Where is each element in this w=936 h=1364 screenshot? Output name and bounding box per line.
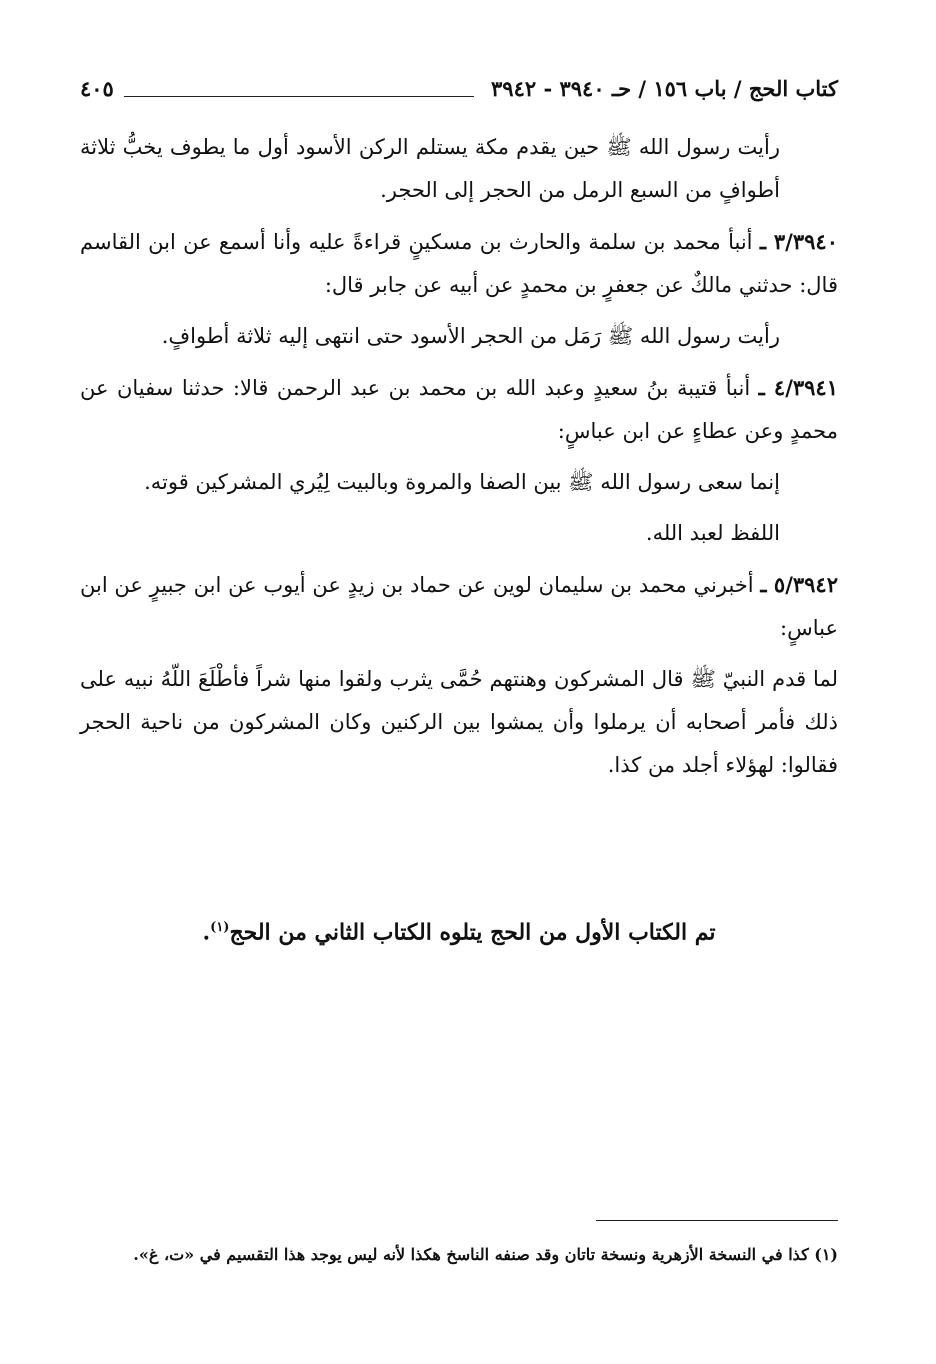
header-rule: [124, 96, 474, 97]
footnote-marker: (١): [210, 920, 230, 935]
paragraph-note-3941: اللفظ لعبد الله.: [645, 521, 780, 545]
page-number: ٤٠٥: [80, 76, 114, 101]
header-title: كتاب الحج / باب ١٥٦ / حـ ٣٩٤٠ - ٣٩٤٢: [491, 76, 838, 101]
footnote-rule: [596, 1220, 838, 1221]
hadith-isnad: أنبأ محمد بن سلمة والحارث بن مسكينٍ قراءةً عليه وأنا أسمع عن ابن القاسم قال: حدثني مالكٌ عن جعفرٍ بن محمدٍ عن أبيه عن جابر قال:: [80, 230, 838, 297]
paragraph-matn-3939: رأيت رسول الله ﷺ حين يقدم مكة يستلم الركن الأسود أول ما يطوف يخبُّ ثلاثة أطوافٍ من السبع الرمل من الحجر إلى الحجر.: [80, 135, 780, 202]
hadith-3940: [80, 220, 838, 307]
hadith-3942: [80, 563, 838, 650]
paragraph-matn-3941: إنما سعى رسول الله ﷺ بين الصفا والمروة وبالبيت لِيُري المشركين قوته.: [144, 470, 780, 494]
hadith-number: ٤/٣٩٤١ ـ: [758, 375, 838, 400]
paragraph-matn-3942: لما قدم النبيّ ﷺ قال المشركون وهنتهم حُمَّى يثرب ولقوا منها شراً فأطْلَعَ اللّهُ نبيه على ذلك فأمر أصحابه أن يرملوا وأن يمشوا بين الركنين وكان المشركون من ناحية الحجر فقالوا: لهؤلاء أجلد من كذا.: [80, 667, 838, 777]
book-closing-line: [80, 908, 838, 952]
hadith-number: ٥/٣٩٤٢ ـ: [760, 572, 838, 597]
footnote: (١) كذا في النسخة الأزهرية ونسخة تاتان وقد صنفه الناسخ هكذا لأنه ليس يوجد هذا التقسيم في «ت، غ».: [133, 1245, 838, 1264]
closing-text: تم الكتاب الأول من الحج يتلوه الكتاب الثاني من الحج: [229, 919, 716, 946]
paragraph-matn-3940: رأيت رسول الله ﷺ رَمَل من الحجر الأسود حتى انتهى إليه ثلاثة أطوافٍ.: [161, 324, 780, 348]
main-text: [80, 126, 838, 795]
running-header: [80, 74, 838, 110]
hadith-3941: [80, 366, 838, 453]
hadith-isnad: أخبرني محمد بن سليمان لوين عن حماد بن زيدٍ عن أيوب عن ابن جبيرٍ عن ابن عباسٍ:: [80, 573, 838, 640]
hadith-number: ٣/٣٩٤٠ ـ: [759, 229, 838, 254]
hadith-isnad: أنبأ قتيبة بنُ سعيدٍ وعبد الله بن محمد بن عبد الرحمن قالا: حدثنا سفيان عن محمدٍ وعن عطاءٍ عن ابن عباسٍ:: [80, 376, 838, 443]
closing-end: .: [202, 919, 211, 946]
